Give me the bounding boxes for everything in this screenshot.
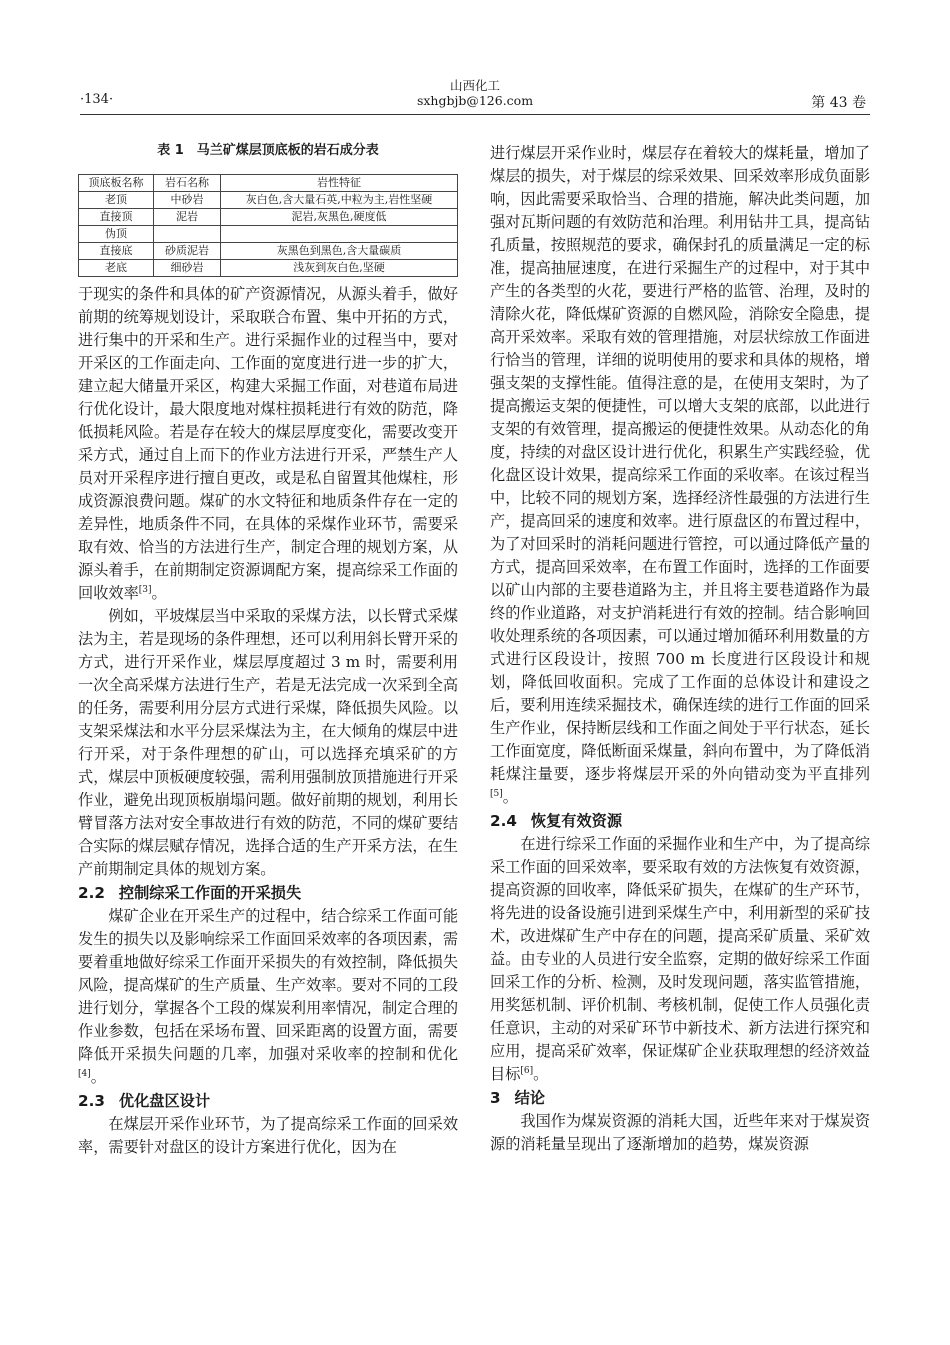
table-row: [79, 260, 458, 277]
table-caption: 表 1 马兰矿煤层顶底板的岩石成分表: [157, 143, 379, 158]
section-title: 控制综采工作面的开采损失: [118, 884, 302, 902]
paragraph-end: 。: [90, 1068, 106, 1086]
table-cell: [221, 226, 458, 243]
page-number: ·134·: [80, 92, 114, 107]
table-cell: 灰黑色到黑色,含大量碳质: [221, 243, 458, 260]
table-cell: 中砂岩: [154, 192, 221, 209]
section-heading-3: [490, 1086, 870, 1110]
table-header-cell: 岩性特征: [221, 175, 458, 192]
table-header-row: [79, 175, 458, 192]
volume-label: 第 43 卷: [811, 95, 866, 111]
left-column: [78, 138, 458, 1159]
section-number: 2.3: [78, 1092, 105, 1110]
section-heading-2-2: [78, 881, 458, 905]
table-cell: 老顶: [79, 192, 154, 209]
table-cell: 砂质泥岩: [154, 243, 221, 260]
paragraph-text: 在进行综采工作面的采掘作业和生产中，为了提高综采工作面的回采效率，要采取有效的方法恢复有效资源，提高资源的回收率，降低采矿损失，在煤矿的生产环节，将先进的设备设施引进到采煤生产中，利用新型的采矿技术，改进煤矿生产中存在的问题，提高采矿质量、采矿效益。由专业的人员进行安全监察，定期的做好综采工作面回采工作的分析、检测，及时发现问题，落实监管措施，用奖惩机制、评价机制、考核机制，促使工作人员强化责任意识，主动的对采矿环节中新技术、新方法进行探究和应用，提高采矿效率，保证煤矿企业获取理想的经济效益目标: [490, 835, 870, 1083]
rock-composition-table: [78, 174, 458, 277]
journal-title: 山西化工: [449, 78, 500, 93]
table-cell: 直接顶: [79, 209, 154, 226]
table-cell: 细砂岩: [154, 260, 221, 277]
body-paragraph: 在煤层开采作业环节，为了提高综采工作面的回采效率，需要针对盘区的设计方案进行优化，因为在: [78, 1115, 458, 1156]
paragraph-end: 。: [533, 1065, 549, 1083]
table-row: [79, 226, 458, 243]
section-heading-2-3: [78, 1089, 458, 1113]
section-number: 3: [490, 1089, 501, 1107]
section-number: 2.4: [490, 812, 517, 830]
table-header-cell: 岩石名称: [154, 175, 221, 192]
section-title: 优化盘区设计: [118, 1092, 211, 1110]
citation-ref: [3]: [138, 584, 152, 595]
section-title: 恢复有效资源: [530, 812, 623, 830]
section-title: 结论: [514, 1089, 545, 1107]
table-cell: 泥岩,灰黑色,硬度低: [221, 209, 458, 226]
table-row: [79, 192, 458, 209]
body-paragraph: 我国作为煤炭资源的消耗大国，近些年来对于煤炭资源的消耗量呈现出了逐渐增加的趋势，煤炭资源: [490, 1112, 870, 1153]
body-paragraph: [78, 905, 458, 1089]
table-row: [79, 243, 458, 260]
section-heading-2-4: [490, 809, 870, 833]
section-number: 2.2: [78, 884, 105, 902]
paragraph-text: 煤矿企业在开采生产的过程中，结合综采工作面可能发生的损失以及影响综采工作面回采效率的各项因素，需要着重地做好综采工作面开采损失的有效控制，降低损失风险，提高煤矿的生产质量、生产效率。要对不同的工段进行划分，掌握各个工段的煤炭利用率情况，制定合理的作业参数，包括在采场布置、回采距离的设置方面，需要降低开采损失问题的几率，加强对采收率的控制和优化: [78, 907, 458, 1063]
table-cell: 伪顶: [79, 226, 154, 243]
citation-ref: [6]: [520, 1065, 534, 1076]
body-paragraph: [78, 283, 458, 605]
table-cell: 老底: [79, 260, 154, 277]
table-cell: [154, 226, 221, 243]
paragraph-end: 。: [151, 584, 167, 602]
paragraph-end: 。: [502, 788, 518, 806]
body-paragraph: [490, 833, 870, 1086]
citation-ref: [4]: [78, 1068, 91, 1079]
body-paragraph: [490, 142, 870, 809]
header-rule: [80, 114, 870, 115]
table-cell: 浅灰到灰白色,坚硬: [221, 260, 458, 277]
table-header-cell: 顶底板名称: [79, 175, 154, 192]
paragraph-text: 进行煤层开采作业时，煤层存在着较大的煤耗量，增加了煤层的损失，对于煤层的综采效果、回采效率形成负面影响，因此需要采取恰当、合理的措施，解决此类问题，加强对瓦斯问题的有效防范和治理。利用钻井工具，提高钻孔质量，按照规范的要求，确保封孔的质量满足一定的标准，提高抽屉速度，在进行采掘生产的过程中，对于其中产生的各类型的火花，要进行严格的监管、治理，及时的清除火花，降低煤矿资源的自燃风险，消除安全隐患，提高开采效率。采取有效的管理措施，对层状综放工作面进行恰当的管理，详细的说明使用的要求和具体的规格，增强支架的支撑性能。值得注意的是，在使用支架时，为了提高搬运支架的便捷性，可以增大支架的底部，以此进行支架的有效管理，提高搬运的便捷性效果。从动态化的角度，持续的对盘区设计进行优化，积累生产实践经验，优化盘区设计效果，提高综采工作面的采收率。在该过程当中，比较不同的规划方案，选择经济性最强的方法进行生产，提高回采的速度和效率。进行原盘区的布置过程中，为了对回采时的消耗问题进行管控，可以通过降低产量的方式，提高回采效率，在布置工作面时，选择的工作面要以矿山内部的主要巷道路为主，并且将主要巷道路作为最终的作业道路，对支护消耗进行有效的控制。结合影响回收处理系统的各项因素，可以通过增加循环利用数量的方式进行区段设计，按照 700 m 长度进行区段设计和规划，降低回收面积。完成了工作面的总体设计和建设之后，要利用连续采掘技术，确保连续的进行工作面的回采生产作业，保持断层线和工作面之间处于平行状态，延长工作面宽度，降低断面采煤量，斜向布置中，为了降低消耗煤注量要，逐步将煤层开采的外向错动变为平直排列: [490, 144, 870, 783]
citation-ref: [5]: [490, 788, 503, 799]
paragraph-text: 于现实的条件和具体的矿产资源情况，从源头着手，做好前期的统筹规划设计，采取联合布置、集中开拓的方式，进行集中的开采和生产。进行采掘作业的过程当中，要对开采区的工作面走向、工作面的宽度进行进一步的扩大，建立起大储量开采区，构建大采掘工作面，对巷道布局进行优化设计，最大限度地对煤柱损耗进行有效的防范，降低损耗风险。若是存在较大的煤层厚度变化，需要改变开采方式，通过自上而下的作业方法进行开采，严禁生产人员对开采程序进行擅自更改，或是私自留置其他煤柱，形成资源浪费问题。煤矿的水文特征和地质条件存在一定的差异性，地质条件不同，在具体的采煤作业环节，需要采取有效、恰当的方法进行生产，制定合理的规划方案，从源头着手，在前期制定资源调配方案，提高综采工作面的回收效率: [78, 285, 458, 602]
table-cell: 直接底: [79, 243, 154, 260]
table-cell: 泥岩: [154, 209, 221, 226]
running-header: [80, 78, 870, 114]
table-cell: 灰白色,含大量石英,中粒为主,岩性坚硬: [221, 192, 458, 209]
right-column: [490, 142, 870, 1156]
journal-info: [80, 78, 870, 108]
journal-email: sxhgbjb@126.com: [416, 93, 534, 108]
body-paragraph: 例如，平坡煤层当中采取的采煤方法，以长臂式采煤法为主，若是现场的条件理想，还可以利用斜长臂开采的方式，进行开采作业，煤层厚度超过 3 m 时，需要利用一次全高采煤方法进行生产，若是无法完成一次采到全高的任务，需要利用分层方式进行采煤，降低损失风险。以支架采煤法和水平分层采煤法为主，在大倾角的煤层中进行开采，对于条件理想的矿山，可以选择充填采矿的方式，煤层中顶板硬度较强，需利用强制放顶措施进行开采作业，避免出现顶板崩塌问题。做好前期的规划，利用长臂冒落方法对安全事故进行有效的防范，不同的煤矿要结合实际的煤层赋存情况，选择合适的生产开采方法，在生产前期制定具体的规划方案。: [78, 607, 458, 878]
table-row: [79, 209, 458, 226]
